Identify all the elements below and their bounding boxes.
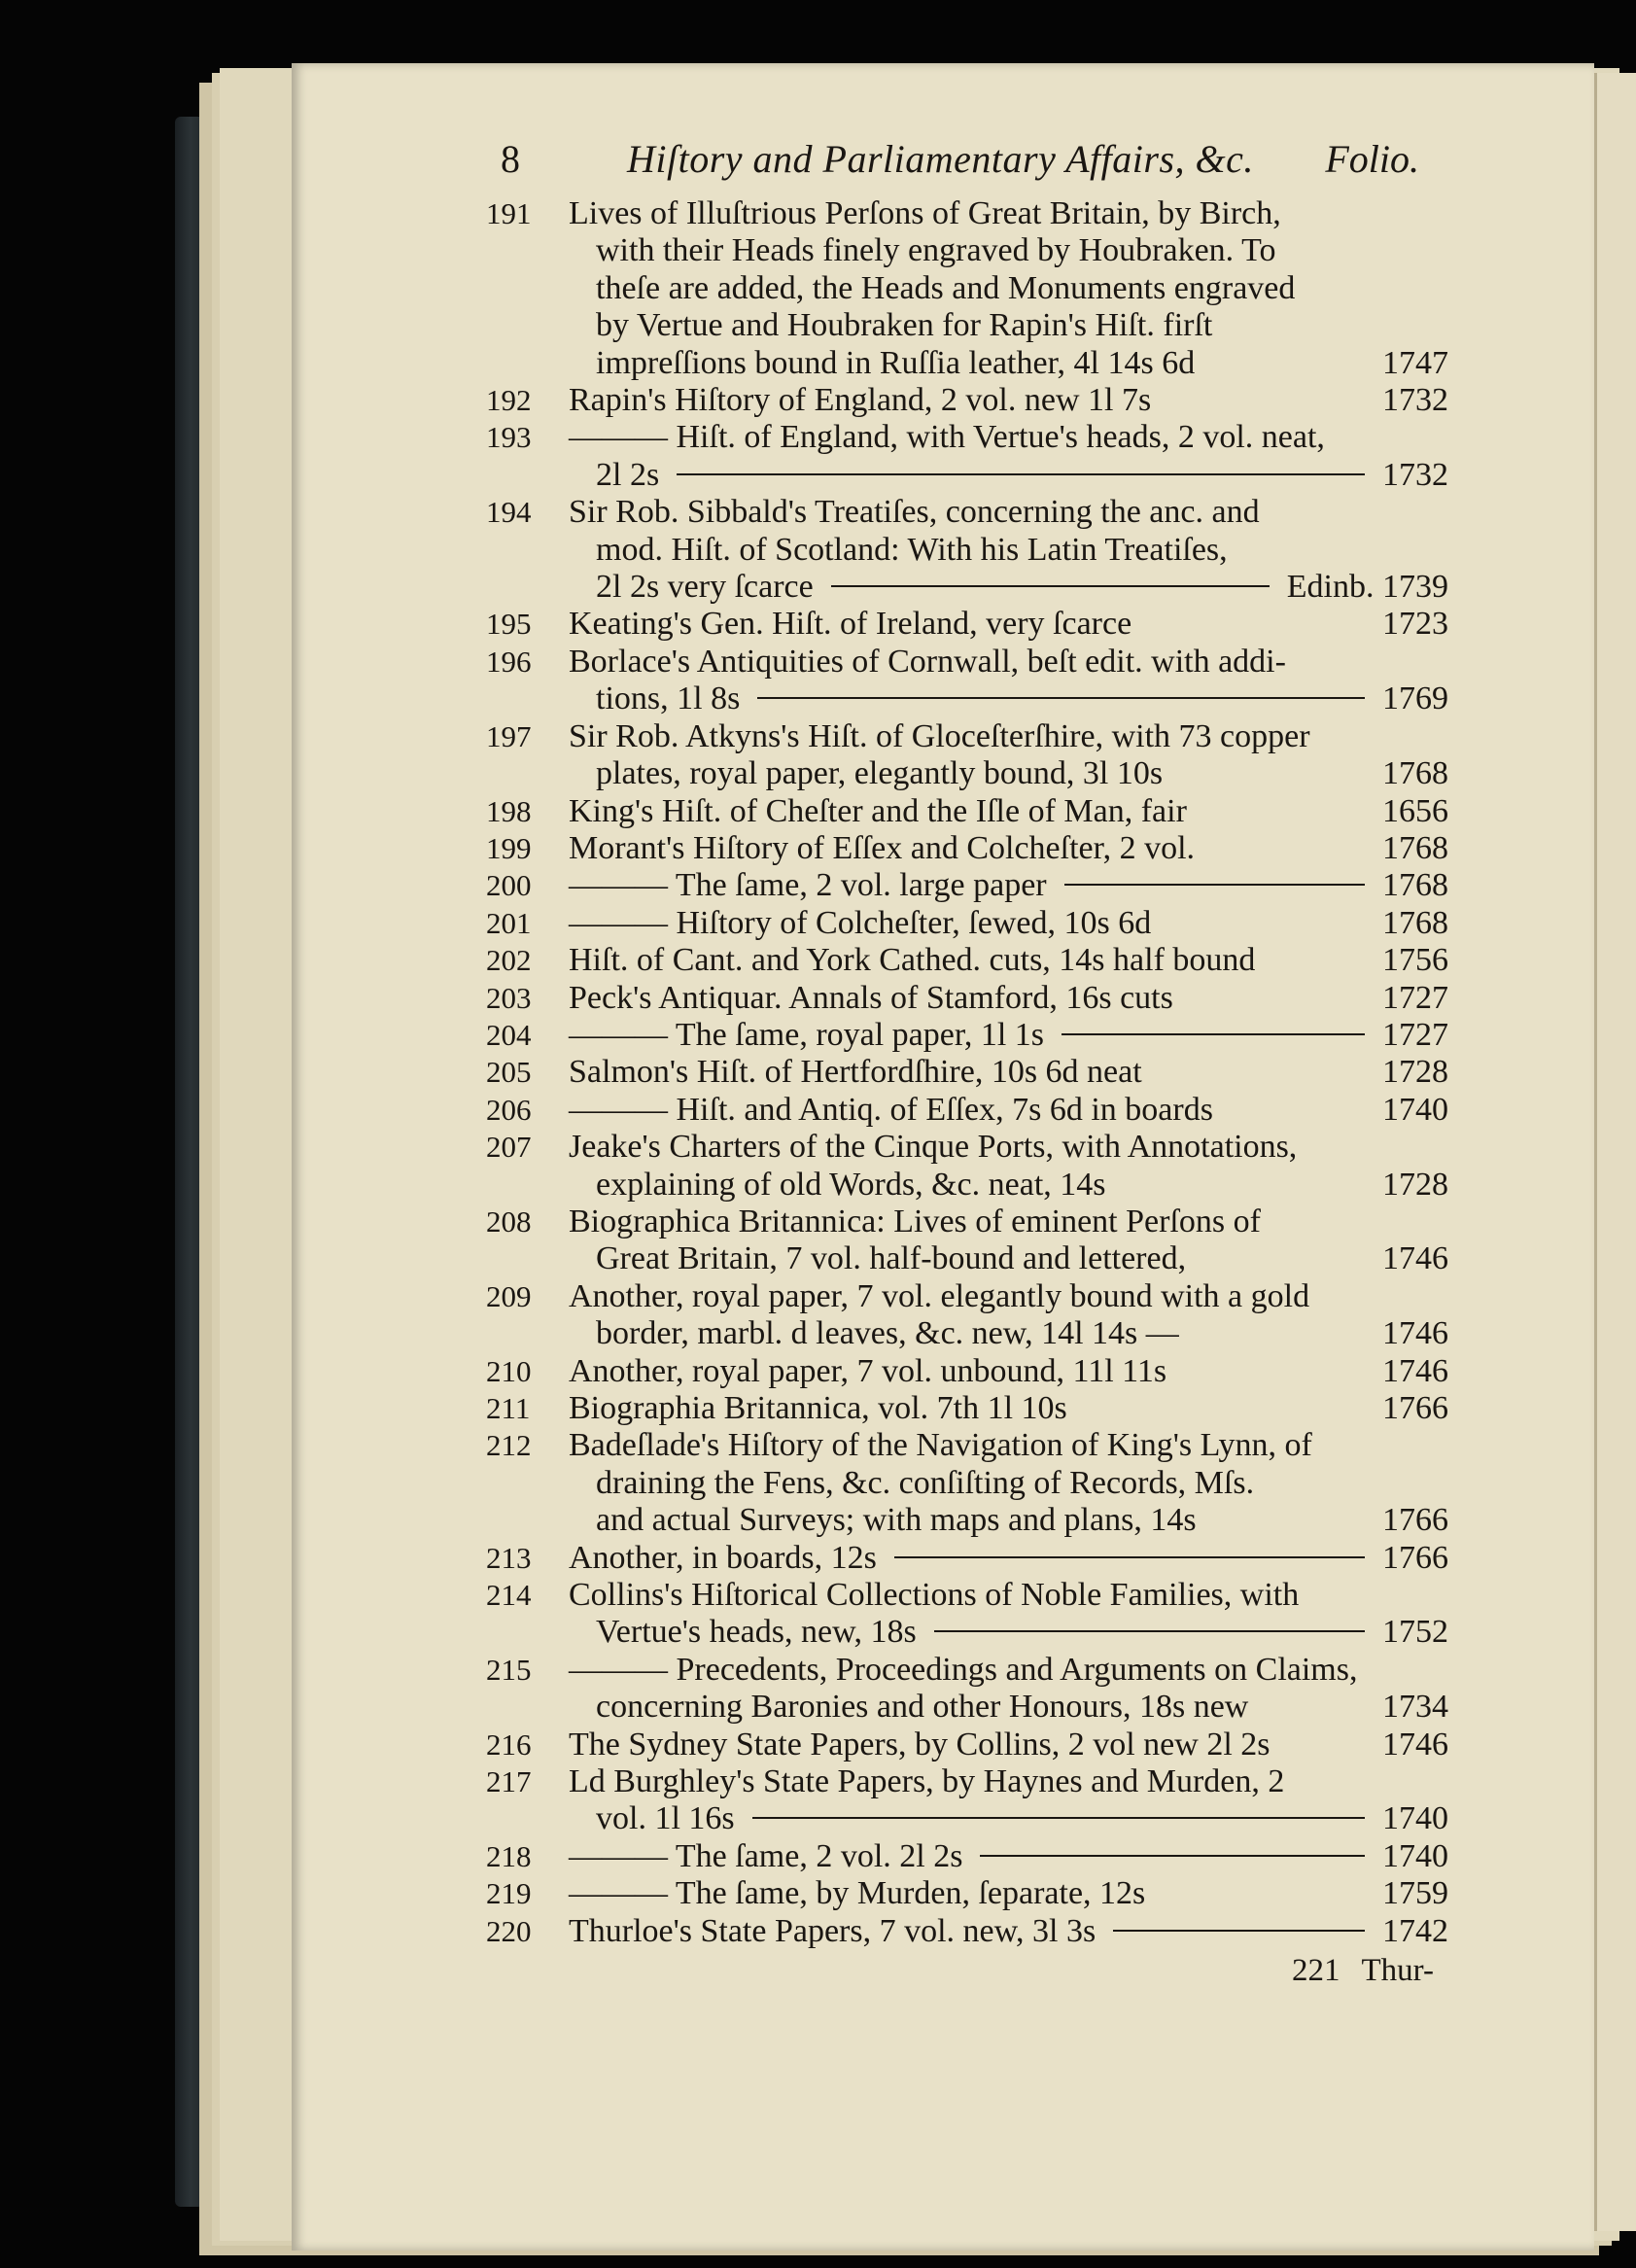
entry-line — [569, 1240, 1448, 1277]
entry-body — [569, 1540, 1448, 1577]
entry-text: by Vertue and Houbraken for Rapin's Hiſt. firſt — [596, 307, 1213, 344]
entry-year: 1727 — [1382, 1016, 1448, 1053]
entry-line — [569, 1652, 1448, 1689]
entry-line — [569, 382, 1448, 419]
entry-text: 2l 2s — [596, 456, 660, 493]
entry-text: King's Hiſt. of Cheſter and the Iſle of Man, fair — [569, 792, 1187, 829]
catalogue-entry — [486, 867, 1448, 904]
entry-number: 194 — [486, 495, 532, 530]
entry-number: 201 — [486, 905, 532, 940]
catalogue-entry — [486, 1054, 1448, 1091]
catalogue-entry — [486, 1278, 1448, 1353]
entry-number: 203 — [486, 980, 532, 1015]
page-content — [486, 137, 1448, 1990]
entry-text: ——— Precedents, Proceedings and Arguments on Claims, — [569, 1651, 1358, 1688]
entry-text: Ld Burghley's State Papers, by Haynes and Murden, 2 — [569, 1763, 1285, 1800]
entry-line — [569, 830, 1448, 867]
entry-year: 1766 — [1382, 1502, 1448, 1539]
entry-body — [569, 1427, 1448, 1539]
entry-text: Lives of Illuſtrious Perſons of Great Britain, by Birch, — [569, 195, 1281, 231]
entry-line — [569, 457, 1448, 494]
entry-body — [569, 606, 1448, 643]
dash-rule — [831, 585, 1270, 587]
entry-line — [569, 195, 1448, 232]
entry-body — [569, 1278, 1448, 1353]
entry-text: explaining of old Words, &c. neat, 14s — [596, 1166, 1106, 1203]
entry-body — [569, 1054, 1448, 1091]
catalogue-entry — [486, 1540, 1448, 1577]
dash-rule — [1062, 1033, 1365, 1035]
catalogue-entry — [486, 1652, 1448, 1727]
entry-text: Hiſt. of Cant. and York Cathed. cuts, 14s half bound — [569, 942, 1256, 979]
entry-text: impreſſions bound in Ruſſia leather, 4l 14s 6d — [596, 344, 1196, 381]
entry-text: and actual Surveys; with maps and plans, 14s — [596, 1502, 1197, 1539]
entry-number: 191 — [486, 196, 532, 230]
entry-line — [569, 569, 1448, 606]
entry-line — [569, 718, 1448, 755]
entry-body — [569, 1838, 1448, 1875]
entry-line — [569, 532, 1448, 569]
entry-line — [569, 867, 1448, 904]
entry-text: draining the Fens, &c. conſiſting of Records, Mſs. — [596, 1464, 1255, 1501]
entry-text: ——— Hiſtory of Colcheſter, ſewed, 10s 6d — [569, 904, 1152, 941]
catalogue-entry — [486, 382, 1448, 419]
entry-line — [569, 345, 1448, 382]
page-number: 8 — [501, 137, 520, 181]
entry-number: 219 — [486, 1876, 532, 1911]
entry-text: Jeake's Charters of the Cinque Ports, with Annotations, — [569, 1129, 1298, 1166]
entry-line — [569, 1204, 1448, 1240]
entry-number: 213 — [486, 1540, 532, 1575]
entry-body — [569, 980, 1448, 1017]
catalogue-entry — [486, 644, 1448, 718]
entry-number: 197 — [486, 718, 532, 753]
entry-body — [569, 1577, 1448, 1652]
catalogue-entry — [486, 980, 1448, 1017]
entry-year: 1747 — [1382, 344, 1448, 381]
entry-text: mod. Hiſt. of Scotland: With his Latin Treatiſes, — [596, 531, 1228, 568]
dash-rule — [1288, 1743, 1365, 1745]
catchword-number: 221 — [1292, 1953, 1340, 1989]
dash-rule — [980, 1855, 1365, 1857]
entry-text: ——— The ſame, 2 vol. 2l 2s — [569, 1837, 963, 1874]
catalogue-entry — [486, 1427, 1448, 1539]
entry-line — [569, 1540, 1448, 1577]
entry-year: 1734 — [1382, 1689, 1448, 1726]
catalogue-entry — [486, 1875, 1448, 1912]
entry-text: ——— Hiſt. and Antiq. of Eſſex, 7s 6d in boards — [569, 1091, 1213, 1128]
dash-rule — [1203, 1257, 1365, 1259]
entry-line — [569, 1427, 1448, 1464]
dash-rule — [1266, 1705, 1365, 1707]
entry-year: 1769 — [1382, 680, 1448, 717]
entry-line — [569, 644, 1448, 680]
entry-body — [569, 419, 1448, 494]
entry-number: 215 — [486, 1652, 532, 1687]
entry-text: with their Heads finely engraved by Houbraken. To — [596, 232, 1276, 269]
dash-rule — [757, 697, 1365, 699]
catalogue-entry — [486, 1390, 1448, 1427]
entry-line — [569, 1465, 1448, 1502]
entry-line — [569, 1838, 1448, 1875]
entry-text: Another, royal paper, 7 vol. unbound, 11l 11s — [569, 1352, 1167, 1389]
entry-line — [569, 1689, 1448, 1726]
dash-rule — [1212, 362, 1365, 364]
entry-year: 1746 — [1382, 1240, 1448, 1277]
entry-text: plates, royal paper, elegantly bound, 3l 10s — [596, 755, 1164, 792]
format-label: Folio. — [1325, 137, 1419, 181]
entry-number: 195 — [486, 607, 532, 642]
entry-text: ——— The ſame, royal paper, 1l 1s — [569, 1016, 1044, 1053]
entry-number: 217 — [486, 1764, 532, 1799]
entry-text: Peck's Antiquar. Annals of Stamford, 16s cuts — [569, 979, 1173, 1016]
dash-rule — [894, 1556, 1365, 1558]
entry-year: 1768 — [1382, 755, 1448, 792]
catalogue-entry — [486, 1017, 1448, 1054]
entry-line — [569, 307, 1448, 344]
entry-line — [569, 232, 1448, 269]
entry-text: border, marbl. d leaves, &c. new, 14l 14s — — [596, 1315, 1179, 1352]
entry-body — [569, 644, 1448, 718]
entry-year: 1728 — [1382, 1054, 1448, 1091]
running-header — [486, 137, 1448, 192]
entry-line — [569, 1502, 1448, 1539]
running-title: Hiſtory and Parliamentary Affairs, &c. — [627, 137, 1254, 181]
entry-line — [569, 1017, 1448, 1054]
dash-rule — [1231, 1108, 1365, 1110]
dash-rule — [1197, 1332, 1365, 1334]
entry-year: 1752 — [1382, 1614, 1448, 1651]
entry-body — [569, 830, 1448, 867]
catalogue-entry — [486, 1838, 1448, 1875]
entry-year: 1732 — [1382, 382, 1448, 419]
catalogue-entry — [486, 1353, 1448, 1390]
entry-line — [569, 680, 1448, 717]
entry-year: 1768 — [1382, 867, 1448, 904]
dash-rule — [1124, 1183, 1366, 1185]
entry-text: Badeſlade's Hiſtory of the Navigation of King's Lynn, of — [569, 1427, 1312, 1464]
entry-line — [569, 1167, 1448, 1204]
entry-number: 196 — [486, 644, 532, 679]
entry-line — [569, 1315, 1448, 1352]
entry-year: 1756 — [1382, 942, 1448, 979]
dash-rule — [752, 1817, 1365, 1819]
entry-line — [569, 1800, 1448, 1837]
entry-year: Edinb. 1739 — [1286, 569, 1448, 606]
entry-line — [569, 1390, 1448, 1427]
entry-year: 1740 — [1382, 1800, 1448, 1837]
entry-line — [569, 942, 1448, 979]
catchword-text: Thur- — [1361, 1953, 1434, 1989]
entry-line — [569, 1353, 1448, 1390]
entry-line — [569, 1614, 1448, 1651]
entry-line — [569, 980, 1448, 1017]
entry-year: 1656 — [1382, 792, 1448, 829]
entry-number: 207 — [486, 1130, 532, 1165]
entry-text: Sir Rob. Atkyns's Hiſt. of Gloceſterſhire, with 73 copper — [569, 717, 1310, 754]
entry-line — [569, 1577, 1448, 1614]
entry-number: 205 — [486, 1055, 532, 1090]
entry-year: 1723 — [1382, 606, 1448, 643]
dash-rule — [1064, 884, 1365, 886]
entry-body — [569, 382, 1448, 419]
entry-year: 1766 — [1382, 1390, 1448, 1426]
entry-line — [569, 1054, 1448, 1091]
entry-line — [569, 1727, 1448, 1763]
facing-page-edge — [1594, 73, 1636, 2231]
catalogue-entry — [486, 1129, 1448, 1204]
entry-line — [569, 606, 1448, 643]
dash-rule — [1212, 847, 1365, 849]
entry-text: ——— Hiſt. of England, with Vertue's heads, 2 vol. neat, — [569, 419, 1325, 456]
catalogue-entry — [486, 793, 1448, 830]
dash-rule — [1204, 810, 1365, 812]
catalogue-entry — [486, 1092, 1448, 1129]
entry-body — [569, 1129, 1448, 1204]
catalogue-entry — [486, 419, 1448, 494]
entry-number: 218 — [486, 1838, 532, 1873]
entry-text: Biographica Britannica: Lives of eminent Perſons of — [569, 1203, 1261, 1239]
catalogue-entry — [486, 1913, 1448, 1950]
entry-number: 212 — [486, 1428, 532, 1463]
dash-rule — [1191, 996, 1365, 998]
entry-number: 216 — [486, 1727, 532, 1762]
dash-rule — [1272, 959, 1365, 960]
catalogue-entry — [486, 1204, 1448, 1278]
entry-text: Biographia Britannica, vol. 7th 1l 10s — [569, 1390, 1067, 1426]
entry-line — [569, 419, 1448, 456]
entry-number: 211 — [486, 1391, 531, 1425]
entry-text: Keating's Gen. Hiſt. of Ireland, very ſcarce — [569, 606, 1132, 643]
entry-body — [569, 1204, 1448, 1278]
entry-line — [569, 1913, 1448, 1950]
entry-body — [569, 1390, 1448, 1427]
catalogue-entry — [486, 494, 1448, 606]
entry-number: 206 — [486, 1092, 532, 1127]
catalogue-entry — [486, 195, 1448, 382]
dash-rule — [1113, 1930, 1365, 1932]
dash-rule — [1149, 622, 1365, 624]
catalogue-entry — [486, 905, 1448, 942]
catalogue-entry — [486, 606, 1448, 643]
entry-number: 199 — [486, 830, 532, 865]
entry-text: Sir Rob. Sibbald's Treatiſes, concerning the anc. and — [569, 494, 1260, 531]
catchword — [486, 1952, 1448, 1989]
entry-body — [569, 494, 1448, 606]
entry-text: The Sydney State Papers, by Collins, 2 vol new 2l 2s — [569, 1726, 1271, 1762]
catalogue-entry — [486, 1727, 1448, 1763]
entry-text: Rapin's Hiſtory of England, 2 vol. new 1l 7s — [569, 382, 1152, 419]
entry-line — [569, 1092, 1448, 1129]
entry-text: Salmon's Hiſt. of Hertfordſhire, 10s 6d neat — [569, 1054, 1142, 1091]
entry-year: 1759 — [1382, 1875, 1448, 1912]
entry-body — [569, 1092, 1448, 1129]
entry-text: vol. 1l 16s — [596, 1800, 735, 1837]
catalogue-entry — [486, 1577, 1448, 1652]
entry-text: Borlace's Antiquities of Cornwall, beſt edit. with addi- — [569, 643, 1286, 680]
entry-line — [569, 755, 1448, 792]
catalogue-entries — [486, 195, 1448, 1950]
dash-rule — [1085, 1407, 1365, 1409]
catalogue-entry — [486, 718, 1448, 793]
entry-number: 210 — [486, 1353, 532, 1388]
entry-number: 220 — [486, 1913, 532, 1948]
entry-text: Thurloe's State Papers, 7 vol. new, 3l 3s — [569, 1912, 1096, 1949]
entry-year: 1728 — [1382, 1166, 1448, 1203]
entry-text: Another, in boards, 12s — [569, 1539, 877, 1576]
entry-number: 202 — [486, 943, 532, 978]
entry-line — [569, 1129, 1448, 1166]
entry-year: 1732 — [1382, 456, 1448, 493]
entry-body — [569, 793, 1448, 830]
entry-year: 1740 — [1382, 1837, 1448, 1874]
entry-line — [569, 270, 1448, 307]
entry-body — [569, 1727, 1448, 1763]
entry-year: 1766 — [1382, 1539, 1448, 1576]
entry-body — [569, 195, 1448, 382]
entry-body — [569, 1353, 1448, 1390]
entry-text: Vertue's heads, new, 18s — [596, 1614, 917, 1651]
dash-rule — [1160, 1070, 1365, 1072]
entry-text: Morant's Hiſtory of Eſſex and Colcheſter, 2 vol. — [569, 829, 1196, 866]
dash-rule — [1180, 772, 1365, 774]
catalogue-entry — [486, 830, 1448, 867]
entry-year: 1746 — [1382, 1315, 1448, 1352]
entry-body — [569, 1763, 1448, 1838]
entry-number: 209 — [486, 1278, 532, 1313]
entry-text: Collins's Hiſtorical Collections of Noble Families, with — [569, 1577, 1300, 1614]
entry-body — [569, 867, 1448, 904]
entry-text: ——— The ſame, by Murden, ſeparate, 12s — [569, 1875, 1146, 1912]
catalogue-entry — [486, 1763, 1448, 1838]
entry-year: 1746 — [1382, 1726, 1448, 1762]
dash-rule — [1184, 1370, 1365, 1372]
entry-body — [569, 1652, 1448, 1727]
entry-year: 1768 — [1382, 829, 1448, 866]
entry-text: ——— The ſame, 2 vol. large paper — [569, 867, 1047, 904]
entry-body — [569, 1913, 1448, 1950]
entry-text: concerning Baronies and other Honours, 18s new — [596, 1689, 1249, 1726]
dash-rule — [1214, 1518, 1365, 1520]
dash-rule — [1163, 1892, 1365, 1894]
entry-number: 192 — [486, 383, 532, 418]
entry-year: 1740 — [1382, 1091, 1448, 1128]
entry-line — [569, 1875, 1448, 1912]
entry-body — [569, 942, 1448, 979]
entry-body — [569, 718, 1448, 793]
dash-rule — [934, 1630, 1365, 1632]
entry-number: 208 — [486, 1204, 532, 1239]
entry-line — [569, 905, 1448, 942]
catalogue-entry — [486, 942, 1448, 979]
entry-line — [569, 494, 1448, 531]
entry-number: 204 — [486, 1017, 532, 1052]
dash-rule — [677, 473, 1365, 475]
dash-rule — [1168, 922, 1365, 924]
entry-year: 1768 — [1382, 904, 1448, 941]
entry-text: Another, royal paper, 7 vol. elegantly bound with a gold — [569, 1277, 1310, 1314]
entry-body — [569, 905, 1448, 942]
entry-text: Great Britain, 7 vol. half-bound and lettered, — [596, 1240, 1187, 1277]
entry-text: 2l 2s very ſcarce — [596, 569, 814, 606]
entry-line — [569, 1278, 1448, 1315]
entry-body — [569, 1875, 1448, 1912]
entry-year: 1742 — [1382, 1912, 1448, 1949]
entry-line — [569, 1763, 1448, 1800]
entry-line — [569, 793, 1448, 830]
entry-text: theſe are added, the Heads and Monuments engraved — [596, 269, 1296, 306]
entry-body — [569, 1017, 1448, 1054]
entry-number: 198 — [486, 793, 532, 828]
entry-text: tions, 1l 8s — [596, 680, 741, 717]
entry-number: 214 — [486, 1578, 532, 1613]
entry-number: 193 — [486, 420, 532, 455]
dash-rule — [1168, 399, 1365, 401]
entry-year: 1727 — [1382, 979, 1448, 1016]
entry-number: 200 — [486, 868, 532, 903]
entry-year: 1746 — [1382, 1352, 1448, 1389]
